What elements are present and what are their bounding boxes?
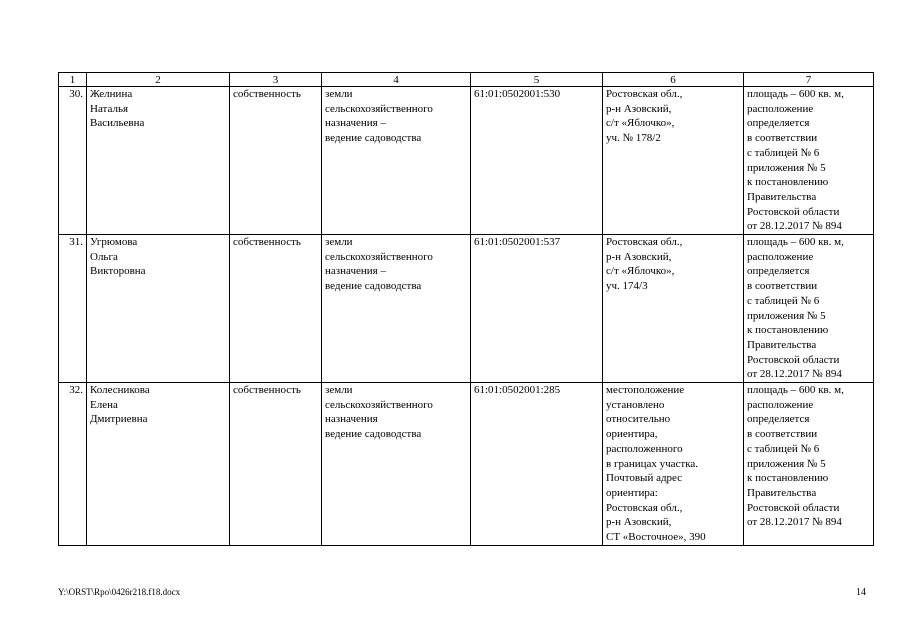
address-line: с/т «Яблочко», xyxy=(606,265,675,278)
row-number-cell: 30. xyxy=(59,87,87,235)
owner-name-cell xyxy=(87,235,230,383)
column-number-header: 6 xyxy=(603,73,744,87)
owner-name-line: Угрюмова xyxy=(90,236,138,249)
address-line: ориентира: xyxy=(606,486,658,499)
address-line: Почтовый адрес xyxy=(606,472,683,485)
address-line: относительно xyxy=(606,413,671,426)
area-description-line: с таблицей № 6 xyxy=(747,146,820,159)
land-category-line: сельскохозяйственного xyxy=(325,250,433,263)
address-line: ориентира, xyxy=(606,428,658,441)
land-category-line: земли xyxy=(325,384,353,397)
land-category-line: ведение садоводства xyxy=(325,428,422,441)
land-category-line: ведение садоводства xyxy=(325,280,422,293)
column-number-header: 5 xyxy=(471,73,603,87)
area-description-line: определяется xyxy=(747,413,810,426)
cadastral-number-cell: 61:01:0502001:537 xyxy=(471,235,603,383)
land-category-line: земли xyxy=(325,88,353,100)
area-description-cell xyxy=(744,235,874,383)
area-description-line: Правительства xyxy=(747,338,817,351)
land-category-line: назначения xyxy=(325,413,378,426)
area-description-line: от 28.12.2017 № 894 xyxy=(747,368,842,381)
land-category-cell xyxy=(322,235,471,383)
area-description-cell xyxy=(744,87,874,235)
area-description-line: расположение xyxy=(747,398,814,411)
address-line: с/т «Яблочко», xyxy=(606,117,675,130)
cadastral-number-cell: 61:01:0502001:285 xyxy=(471,383,603,546)
land-category-line: сельскохозяйственного xyxy=(325,102,433,115)
column-number-header: 4 xyxy=(322,73,471,87)
area-description-line: Ростовской области xyxy=(747,501,840,514)
address-line: Ростовская обл., xyxy=(606,501,683,514)
table-row xyxy=(59,87,874,235)
area-description-cell xyxy=(744,383,874,546)
owner-name-line: Желнина xyxy=(90,88,133,100)
land-category-line: назначения – xyxy=(325,117,386,130)
address-line: Ростовская обл., xyxy=(606,236,683,249)
address-cell xyxy=(603,383,744,546)
owner-name-line: Дмитриевна xyxy=(90,413,148,426)
area-description-line: приложения № 5 xyxy=(747,457,826,470)
page-number: 14 xyxy=(856,587,866,598)
column-number-header: 7 xyxy=(744,73,874,87)
area-description-line: Ростовской области xyxy=(747,353,840,366)
area-description-line: в соответствии xyxy=(747,428,818,441)
address-line: уч. 174/3 xyxy=(606,280,648,293)
land-category-cell xyxy=(322,87,471,235)
address-line: р-н Азовский, xyxy=(606,516,672,529)
area-description-line: определяется xyxy=(747,117,810,130)
area-description-line: приложения № 5 xyxy=(747,161,826,174)
area-description-line: определяется xyxy=(747,265,810,278)
document-file-path: Y:\ORST\Rpo\0426r218.f18.docx xyxy=(58,587,181,597)
area-description-line: в соответствии xyxy=(747,132,818,145)
owner-name-line: Наталья xyxy=(90,102,129,115)
area-description-line: Правительства xyxy=(747,190,817,203)
land-category-line: ведение садоводства xyxy=(325,132,422,145)
owner-name-cell xyxy=(87,383,230,546)
address-cell xyxy=(603,235,744,383)
right-type-cell: собственность xyxy=(230,87,322,235)
area-description-line: к постановлению xyxy=(747,176,829,189)
owner-name-line: Викторовна xyxy=(90,265,146,278)
table-row xyxy=(59,235,874,383)
land-category-line: назначения – xyxy=(325,265,386,278)
area-description-line: Правительства xyxy=(747,486,817,499)
area-description-line: расположение xyxy=(747,250,814,263)
land-plots-table xyxy=(58,72,874,546)
area-description-line: с таблицей № 6 xyxy=(747,442,820,455)
area-description-line: от 28.12.2017 № 894 xyxy=(747,220,842,233)
row-number-cell: 31. xyxy=(59,235,87,383)
row-number-cell: 32. xyxy=(59,383,87,546)
address-line: установлено xyxy=(606,398,665,411)
address-line: местоположение xyxy=(606,384,685,397)
area-description-line: Ростовской области xyxy=(747,205,840,218)
area-description-line: расположение xyxy=(747,102,814,115)
address-line: в границах участка. xyxy=(606,457,699,470)
land-category-cell xyxy=(322,383,471,546)
area-description-line: в соответствии xyxy=(747,280,818,293)
column-number-header: 2 xyxy=(87,73,230,87)
area-description-line: от 28.12.2017 № 894 xyxy=(747,516,842,529)
area-description-line: с таблицей № 6 xyxy=(747,294,820,307)
address-line: р-н Азовский, xyxy=(606,102,672,115)
address-line: Ростовская обл., xyxy=(606,88,683,100)
owner-name-cell xyxy=(87,87,230,235)
land-category-line: сельскохозяйственного xyxy=(325,398,433,411)
cadastral-number-cell: 61:01:0502001:530 xyxy=(471,87,603,235)
address-cell xyxy=(603,87,744,235)
address-line: уч. № 178/2 xyxy=(606,132,661,145)
owner-name-line: Елена xyxy=(90,398,118,411)
column-number-row xyxy=(59,73,874,87)
owner-name-line: Колесникова xyxy=(90,384,150,397)
owner-name-line: Ольга xyxy=(90,250,118,263)
address-line: р-н Азовский, xyxy=(606,250,672,263)
area-description-line: к постановлению xyxy=(747,324,829,337)
address-line: СТ «Восточное», 390 xyxy=(606,531,706,544)
column-number-header: 3 xyxy=(230,73,322,87)
column-number-header: 1 xyxy=(59,73,87,87)
area-description-line: площадь – 600 кв. м, xyxy=(747,88,844,100)
area-description-line: площадь – 600 кв. м, xyxy=(747,384,844,397)
area-description-line: площадь – 600 кв. м, xyxy=(747,236,844,249)
owner-name-line: Васильевна xyxy=(90,117,145,130)
land-category-line: земли xyxy=(325,236,353,249)
address-line: расположенного xyxy=(606,442,683,455)
area-description-line: приложения № 5 xyxy=(747,309,826,322)
area-description-line: к постановлению xyxy=(747,472,829,485)
table-row xyxy=(59,383,874,546)
right-type-cell: собственность xyxy=(230,235,322,383)
right-type-cell: собственность xyxy=(230,383,322,546)
